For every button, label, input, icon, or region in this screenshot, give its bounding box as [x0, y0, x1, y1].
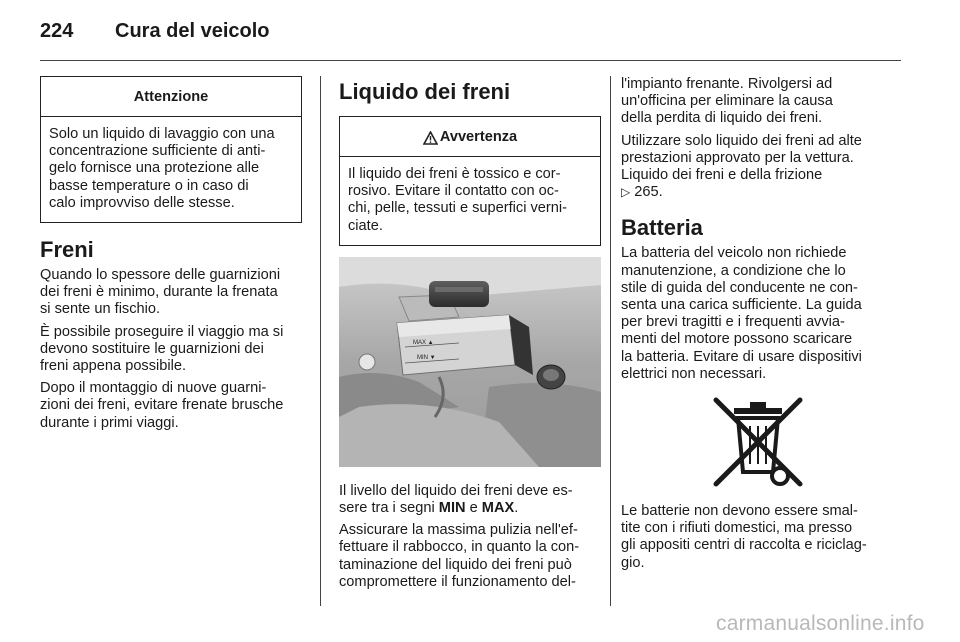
section-title-brakes: Freni — [40, 237, 94, 263]
text-line: taminazione del liquido dei freni può — [339, 556, 572, 573]
crossed-out-bin-icon — [710, 394, 806, 490]
text-line: senta una carica sufficiente. La guida — [621, 297, 862, 314]
attention-title: Attenzione — [41, 77, 301, 117]
text-line: prestazioni approvato per la vettura. — [621, 149, 854, 166]
paragraph — [621, 76, 903, 128]
text-line: elettrici non necessari. — [621, 365, 767, 382]
text-line: Liquido dei freni e della frizione — [621, 167, 823, 184]
text-line — [339, 500, 601, 517]
text-line: stile di guida del conducente ne con- — [621, 279, 858, 296]
paragraph — [40, 267, 302, 319]
reference-arrow-icon: ▷ — [621, 185, 631, 200]
paragraph — [40, 324, 302, 376]
page-reference[interactable] — [621, 184, 903, 201]
text-line: un'officina per eliminare la causa — [621, 93, 833, 110]
warning-triangle-icon — [423, 131, 438, 145]
text-line: fettuare il rabbocco, in quanto la con- — [339, 539, 580, 556]
column-divider — [320, 76, 321, 606]
column-left — [40, 76, 302, 437]
text-line: Il liquido dei freni è tossico e cor- — [348, 166, 561, 182]
text-line: della perdita di liquido dei freni. — [621, 110, 823, 127]
text-line: La batteria del veicolo non richiede — [621, 245, 847, 262]
text-line: chi, pelle, tessuti e superfici verni- — [348, 200, 567, 217]
paragraph — [339, 483, 601, 517]
min-mark-text: MIN — [438, 500, 466, 517]
text-line: per brevi tragitti e i frequenti avvia- — [621, 314, 845, 331]
page-number: 224 — [40, 20, 74, 42]
text-line: tite con i rifiuti domestici, ma presso — [621, 520, 853, 537]
paragraph — [621, 133, 903, 202]
paragraph — [40, 380, 302, 432]
section-title-brake-fluid: Liquido dei freni — [339, 79, 511, 104]
paragraph — [621, 503, 903, 572]
text-line: durante i primi viaggi. — [40, 414, 179, 431]
attention-text — [41, 117, 301, 222]
text-line: manutenzione, a condizione che lo — [621, 262, 846, 279]
reference-page: 265. — [634, 184, 663, 201]
text-line: Solo un liquido di lavaggio con una — [49, 126, 275, 142]
warning-box — [339, 116, 601, 246]
brake-fluid-reservoir-photo — [339, 257, 601, 467]
text-fragment: e — [465, 500, 482, 517]
text-line: gelo fornisce una protezione alle — [49, 160, 260, 177]
section-title-battery: Batteria — [621, 215, 703, 241]
max-mark-text: MAX — [481, 500, 515, 517]
text-line: gli appositi centri di raccolta e riciclag- — [621, 537, 867, 554]
text-line: zioni dei freni, evitare frenate brusche — [40, 397, 284, 414]
text-line: Quando lo spessore delle guarnizioni — [40, 267, 281, 284]
text-line: l'impianto frenante. Rivolgersi ad — [621, 76, 833, 92]
watermark: carmanualsonline.info — [716, 612, 925, 635]
text-line: calo improvviso delle stesse. — [49, 194, 235, 211]
text-line: Assicurare la massima pulizia nell'ef- — [339, 522, 578, 539]
warning-header — [340, 117, 600, 157]
attention-box — [40, 76, 302, 223]
min-mark-label: MIN ▼ — [417, 354, 436, 361]
page-header — [40, 16, 920, 50]
text-line: basse temperature o in caso di — [49, 177, 249, 194]
column-middle — [339, 76, 601, 596]
text-line: freni appena possibile. — [40, 358, 187, 375]
text-line: menti del motore possono scaricare — [621, 331, 853, 348]
text-line: Utilizzare solo liquido dei freni ad alte — [621, 132, 862, 149]
text-fragment: . — [514, 500, 519, 517]
paragraph — [339, 522, 601, 591]
text-line: si sente un fischio. — [40, 301, 161, 318]
text-line: Dopo il montaggio di nuove guarni- — [40, 380, 267, 397]
text-line: dei freni è minimo, durante la frenata — [40, 284, 278, 301]
text-line: gio. — [621, 554, 645, 571]
page-heading: Cura del veicolo — [115, 20, 270, 42]
max-mark-label: MAX ▲ — [413, 339, 434, 346]
text-line: concentrazione sufficiente di anti- — [49, 143, 266, 160]
text-fragment: sere tra i segni — [339, 500, 439, 517]
warning-title: Avvertenza — [439, 129, 518, 145]
text-line: devono sostituire le guarnizioni dei — [40, 340, 264, 357]
text-line: Il livello del liquido dei freni deve es- — [339, 482, 573, 499]
header-rule — [40, 60, 901, 61]
text-line: Le batterie non devono essere smal- — [621, 503, 858, 520]
text-line: rosivo. Evitare il contatto con oc- — [348, 183, 559, 200]
warning-text — [340, 157, 600, 245]
paragraph — [621, 245, 903, 383]
text-line: È possibile proseguire il viaggio ma si — [40, 323, 284, 340]
column-right — [621, 76, 903, 577]
text-line: compromettere il funzionamento del- — [339, 573, 576, 590]
text-line: la batteria. Evitare di usare dispositivi — [621, 348, 862, 365]
text-line: ciate. — [348, 217, 383, 234]
column-divider — [610, 76, 611, 606]
